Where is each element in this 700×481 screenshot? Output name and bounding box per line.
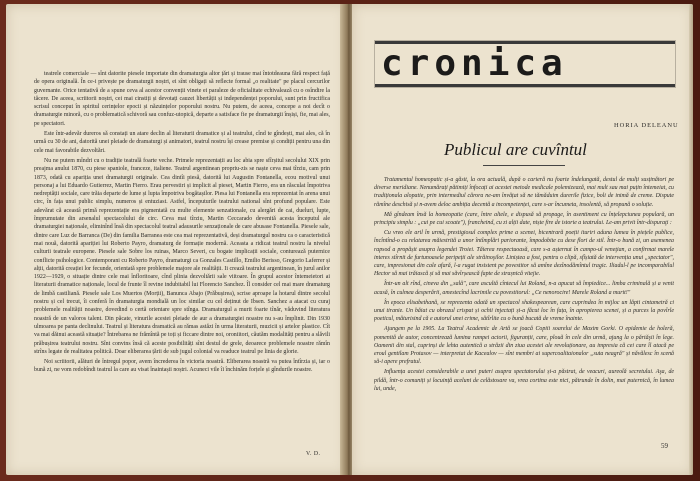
section-title: cronica — [381, 43, 568, 84]
paragraph: Influența acestei considerabile a unei puteri asupra spectatorului și-a păstrat, de veacuri, aureolă secretului. Aşa, de pildă, într-o comuniți și locuință aceluni de celăstosare va, vrea cortina este nici, pătrunde în dolin, mai puternică, în lumea lui, unde, — [374, 369, 674, 392]
paragraph: Ajungem pe la 1905. La Teatrul Academic de Artă se joacă Copiii soarelui de Maxim Gorki. O epidemie de holeră, pomenită de autor, concentrează lumina rampei actorii, figuranții, care, plouă în cele din urmă, ajung la o părtăşii în lege. Oamenii din stal, cuprinși de lehta autentică a străzii din ziua acestei ale revoluționare, au impresia că cei care îl atacă pe eroul gentilam Protasov — interpretat de Kacealov — sînt membri ai supercoalitaionalor „suta neagră" și năvălesc în scenă să-i apere prefratul. — [374, 326, 674, 366]
article-headline: Publicul are cuvîntul — [444, 140, 587, 159]
paragraph: teatrele comerciale — sînt datorite piesele importate din dramaturgia altor țări și trause mai întotdeauna fără respect față de opera originală. În ce-i privește pe dramaturgii noștri, ei sînt obligați să reflecte formal „o realitate" pe placul cercurilor guvernante. Orice tentativă de a spune ceva al acestor convenții vinete ei paraleze de oficialitate echivalează cu o osîndire la tăcere. De aceea, scriitorii noștri, cei mai cinstiți și devotați cauzei libertății și independenței poporului, sunt prin fructifica scrisul conceput în spiritul cerințelor epocii și năzuințelor poporului nostru. Nu putem, de aceea, concepe a noi decît o dramaturgie minoră, cu o problematică schivoră sau confuz-utopică, departe a satisface fie pe dramaturgii înșiși, fie, mai ales, pe spectatori. — [34, 71, 330, 127]
section-banner — [374, 40, 676, 88]
left-page — [6, 4, 346, 475]
right-page-body — [374, 176, 674, 450]
paragraph: Mă gîndeam însă la homeopatie (care, între altele, e dispusă să propage, în asentiment cu înțelepciunea populară, un principiu simplu : „cui pe cui scoate"), francheind, cu zi alții date, niște fire de istorie a teatrului. Le-am privit într-dispuraţi : — [374, 211, 674, 227]
paragraph: Cu vreo ele aril în urmă, prestigiosul complex prime a scenei, bicentrară poeții ituriri aduna lumea în piețele publice, încîntînd-o cu relatarea măiestrită a unor întîmplări pariorante, împodobite cu dese flori de stil. Într-o bună zi, un asemenea rapsod a propășit asupra legendei Troiei. Tăierea respectuoasă, care s-a așternut în campo-ul veneţian, a confirmat marele interes stîrnit de furtunoasele peripeții ale străinoşilor. Liniștea a fost, pentru o clipă, sfîșiată de intervenția unui „spectator", care, impresionat din cale afară, l-a rugat insistent pe povestitor să amîne dezînodămîntul tragic. Iliadul-l pe incomparabilul Hector să mai trăiască și să mai săvîrșească fapte de strașnică vitejie. — [374, 230, 674, 278]
left-page-body — [34, 70, 330, 450]
page-edge — [689, 4, 693, 475]
paragraph: În epoca elisabethană, se reprezenta odată un spectacol shakespearean, care cuprindea în mijloc un lăpti cintametră ci unui tiranie. Un băiat cu obrazul crispat și ochii injectați și-a făcut loc în fața, în apropierea scenei, și a purces la povîrle poeticul, măturisind că e autorul unei crime, sătîrlite cu o bună bucată de vreme înainte. — [374, 299, 674, 323]
article-signature: V. D. — [306, 451, 321, 457]
paragraph: Nu ne putem mîndri cu o tradiție teatrală foarte veche. Primele reprezentații au loc abia spre sfîrșitul secolului XIX prin preajma anului 1870, cu piese spaniole, franceze, italiene. Teatrul argentinean propriu-zis se naște ceva mai tîrziu, cam prin 1873, odată cu apariția unei dramaturgii originale. Cea dintîi piesă, datorită lui Augustin Fontanella, ecou motivul unui personaj a lui Eduardo Gutierrez, Martin Fierro. Erau pervestiri și implicit al pieset, Martin Fierro, era un răsculat împotriva nedreptății sociale, care trăia departe de lume și lupta împotriva bogătașilor. Piesa lui Fontanella era reprezentat în arena unui circ, în fața unui public simplu, numeros și entuziast. Astfel, începuturile teatrului national sînt profund populare. Este adevărat că aceastâ primă reprezentație era pigmentată cu multe elemente senzationale, cu alergări de cai, dueluri, lupte, împrumutate din arsenalul spectacolului de circ. Ceva mai tîrziu, Martin Ceccarado devenită acesta începutul ale dramaturgiei naționale, eliminînd însă din spectacolul teatral adausurile senzaționale de care abusase Fontanella. Piesele sale, dintre care Luz de Barranca (De) din familia Barranea este cea mai reprezentativă, deși dramaturgul nostru ca o caracteristică mai nouă, datorită apariției lui Roberto Payro, dramaturg de formație modernă. Aceasta a ridicat teatrul nostru la nivelul culturii teatrale europene. Piesele sale Sobre los ruinas, Marco Severi, cu bogate implicații sociale, conturează puternice conflicte psihologice. Contemporani cu Roberto Payro, dramaturgi ca Gonzales Castillo, Emilio Berisso, Gregorio Laferrer și alții, datorită creației lor fecunde, orientată spre problemele majore ale realității. Ii crează teatrului argentinean, în jurul anilor 1922—1929, o situație dintre cele mai înfloritoare, cînd plinia dezvoltării sale viitoare. În grupul acestor întemeietori ai literaturii dramatice naționale, locul de frunte îl revine indubitabil lui Florencio Sanchez. Îl consider cel mai mare dramaturg de limbă castiliană. Piesele sale Los Muertos (Morții), Banunca Abajo (Prăbușirea), scrise aproape la hotarul dintre secolul nostru și cel trecut, îi conferă în dramaturgia mondială un loc similar cu cel deținut de Ibsen. Sanchez a atacat cu curaj problemele realității noastre, dovedind o certă orientare spre stînga. Dramaturgul a murit foarte tînăr, văduvind literatura noastră de un valoros talent. Din păcate, vinurile acestei pleiade de aur a dramaturgiei noastre nu s-au împlinit. Din 1930 ulmoarea pe panta declinului. Teatrul și literatura dramatică au rămas astăzi în urma literaturii, muzicii și artelor plastice. Cît va mai dăinui această situație? Întrebarea ne frămîntă pe toți și ficcare dintre noi, oroniitori, căutăm modalități pentru a slăvili prăbușirea teatrului nostru. Sînt convins însă că aceste posibilități sînt destul de grele, deoarece problemele noastre rămîn strîns legate de realitatea politică. Doar eliberarea țării de sub jugul colonial va readuce teatrul pe linia de glorie. — [34, 157, 330, 355]
paragraph: Tratamentul homeopatic și-a găsit, la ora actuală, după o carieră nu foarte îndelungată, destul de mulți susținători pe diverse meridiane. Nenumărați pătimiți înfocați ai acestei metode medicale polemizează, mai mult sau mai puțin întemeiat, cu tradiționala alopatie, prin intermediul cărora ne-am învățat să ne tămăduim durerile fizice, boli de inimă de creme. Dispute rămîne deschisă și n-avem deloc ambiția decentă a incompetenței, care s-ar încumeta, insolentă, să propună o soluție. — [374, 177, 674, 208]
page-number: 59 — [661, 442, 668, 450]
headline-underline — [483, 165, 565, 166]
paragraph: Este într-adevăr dureros să constați un atare declin al literaturii dramatice și al teatrului, cînd te gîndești, mai ales, că în urmă cu 30 de ani, datorită unei pleiade de dramaturgi și animatori, teatrul nostru își crease premise și condiții pentru una din cele mai favorabile dezvoltări. — [34, 131, 330, 154]
banner-rule-bottom — [375, 84, 675, 87]
paragraph: Noi scriitorii, alături de întregul popor, avem încrederea în victoria noastră. Eliberarea noastră va putea întîrzia și, iar o bună zi, ne vom redobîndi teatrul la care au visat înaintașii noștri. Acuneci vile îi închinăm forțele și gîndurile noastre. — [34, 359, 330, 374]
author-name: HORIA DELEANU — [614, 122, 679, 129]
paragraph: Într-un alt rînd, cineva din „sală", care ascultă cîntecul lui Roland, n-a apucat să împiedice... limba criminală și a venit acasă, în culmea desperării, amestecînd lacrimile cu povestitorul: „Ce nenorocire! Marele Roland a murit!" — [374, 281, 674, 296]
right-page — [352, 4, 693, 475]
